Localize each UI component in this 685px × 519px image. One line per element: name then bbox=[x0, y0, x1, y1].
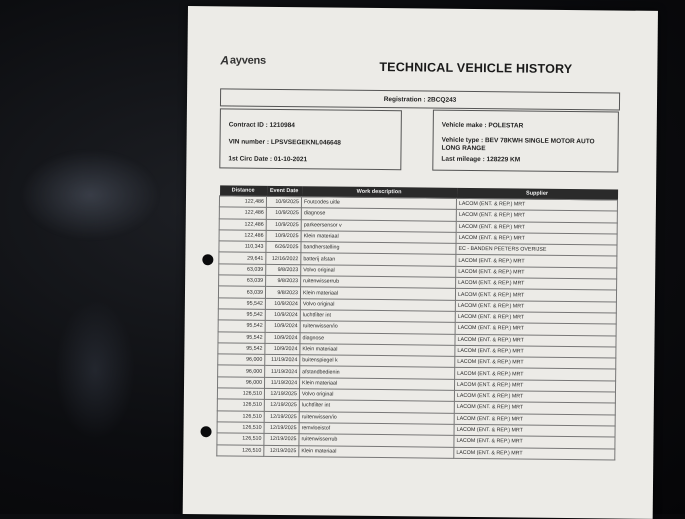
column-header-distance: Distance bbox=[220, 185, 267, 196]
cell-event-date: 12/16/2022 bbox=[266, 253, 301, 265]
cell-distance: 122,486 bbox=[219, 218, 266, 230]
column-header-work-description: Work description bbox=[302, 186, 457, 198]
cell-distance: 122,486 bbox=[219, 196, 266, 208]
cell-work-description: diagnose bbox=[300, 332, 455, 345]
last-mileage: Last mileage : 128229 KM bbox=[441, 155, 521, 164]
cell-work-description: buitenspiegel k bbox=[300, 355, 455, 368]
cell-event-date: 10/9/2025 bbox=[266, 196, 301, 208]
cell-work-description: Volvo original bbox=[301, 264, 456, 277]
table-body bbox=[217, 196, 618, 460]
cell-work-description: ruitenwissen/io bbox=[300, 321, 455, 334]
cell-supplier: LACOM (ENT. & REP.) MRT bbox=[455, 311, 616, 324]
cell-work-description: ruitenwisserrub bbox=[301, 276, 456, 289]
cell-work-description: Volvo original bbox=[299, 389, 454, 402]
cell-supplier: LACOM (ENT. & REP.) MRT bbox=[455, 368, 616, 381]
cell-distance: 96,000 bbox=[218, 365, 265, 377]
cell-work-description: ruitenwisserrub bbox=[299, 434, 454, 447]
cell-work-description: parkeersensor v bbox=[301, 219, 456, 232]
cell-work-description: luchtfilter int bbox=[300, 310, 455, 323]
cell-distance: 95,542 bbox=[218, 343, 265, 355]
cell-event-date: 12/19/2025 bbox=[264, 422, 299, 434]
registration-box bbox=[220, 88, 620, 110]
cell-work-description: batterij afstan bbox=[301, 253, 456, 266]
cell-event-date: 10/9/2024 bbox=[265, 343, 300, 355]
cell-distance: 126,510 bbox=[217, 388, 264, 400]
cell-supplier: LACOM (ENT. & REP.) MRT bbox=[456, 232, 617, 245]
cell-supplier: LACOM (ENT. & REP.) MRT bbox=[455, 289, 616, 302]
cell-event-date: 10/9/2024 bbox=[265, 321, 300, 333]
cell-event-date: 12/19/2025 bbox=[264, 411, 299, 423]
column-header-event-date: Event Date bbox=[267, 186, 302, 197]
cell-event-date: 11/19/2024 bbox=[265, 377, 300, 389]
cell-distance: 96,000 bbox=[218, 354, 265, 366]
cell-supplier: LACOM (ENT. & REP.) MRT bbox=[455, 345, 616, 358]
cell-event-date: 12/19/2025 bbox=[264, 445, 299, 457]
registration-text: Registration : 2BCQ243 bbox=[383, 95, 457, 104]
cell-supplier: LACOM (ENT. & REP.) MRT bbox=[455, 334, 616, 347]
cell-distance: 29,641 bbox=[219, 252, 266, 264]
cell-event-date: 10/9/2024 bbox=[265, 298, 300, 310]
cell-event-date: 9/8/2023 bbox=[265, 287, 300, 299]
cell-supplier: LACOM (ENT. & REP.) MRT bbox=[456, 210, 617, 223]
column-header-supplier: Supplier bbox=[457, 188, 618, 200]
cell-event-date: 11/19/2024 bbox=[265, 354, 300, 366]
cell-work-description: remvloeistof bbox=[299, 423, 454, 436]
document-sheet bbox=[183, 6, 658, 519]
cell-event-date: 10/9/2024 bbox=[265, 309, 300, 321]
cell-supplier: LACOM (ENT. & REP.) MRT bbox=[454, 390, 615, 403]
vehicle-info-box bbox=[432, 110, 619, 173]
cell-work-description: Klein materiaal bbox=[300, 287, 455, 300]
cell-event-date: 10/9/2025 bbox=[266, 230, 301, 242]
cell-distance: 63,039 bbox=[218, 286, 265, 298]
contract-info-box bbox=[219, 108, 402, 170]
cell-event-date: 12/19/2025 bbox=[264, 400, 299, 412]
brand-logo bbox=[220, 53, 266, 67]
cell-distance: 126,510 bbox=[217, 433, 264, 445]
cell-work-description: bandherstelling bbox=[301, 242, 456, 255]
cell-supplier: LACOM (ENT. & REP.) MRT bbox=[454, 379, 615, 392]
punch-hole bbox=[202, 254, 213, 265]
cell-supplier: LACOM (ENT. & REP.) MRT bbox=[456, 221, 617, 234]
cell-work-description: diagnose bbox=[301, 208, 456, 221]
cell-supplier: LACOM (ENT. & REP.) MRT bbox=[454, 402, 615, 415]
cell-supplier: LACOM (ENT. & REP.) MRT bbox=[454, 447, 615, 460]
cell-supplier: LACOM (ENT. & REP.) MRT bbox=[456, 277, 617, 290]
cell-supplier: LACOM (ENT. & REP.) MRT bbox=[455, 356, 616, 369]
cell-distance: 126,510 bbox=[217, 410, 264, 422]
cell-event-date: 11/19/2024 bbox=[265, 366, 300, 378]
cell-supplier: EC - BANDEN PEETERS OVERIJSE bbox=[456, 244, 617, 257]
cell-distance: 122,486 bbox=[219, 230, 266, 242]
vehicle-type-line2: LONG RANGE bbox=[441, 144, 486, 153]
cell-event-date: 12/19/2025 bbox=[264, 388, 299, 400]
cell-work-description: afstandbedienin bbox=[300, 366, 455, 379]
cell-supplier: LACOM (ENT. & REP.) MRT bbox=[456, 266, 617, 279]
cell-supplier: LACOM (ENT. & REP.) MRT bbox=[454, 413, 615, 426]
cell-work-description: Volvo original bbox=[300, 298, 455, 311]
cell-distance: 95,542 bbox=[218, 309, 265, 321]
cell-work-description: Klein materiaal bbox=[300, 344, 455, 357]
cell-distance: 126,510 bbox=[217, 422, 264, 434]
cell-distance: 95,542 bbox=[218, 331, 265, 343]
cell-distance: 96,000 bbox=[218, 377, 265, 389]
cell-supplier: LACOM (ENT. & REP.) MRT bbox=[456, 255, 617, 268]
cell-work-description: Klein materiaal bbox=[301, 231, 456, 244]
document-title: TECHNICAL VEHICLE HISTORY bbox=[379, 60, 573, 77]
cell-supplier: LACOM (ENT. & REP.) MRT bbox=[455, 300, 616, 313]
cell-distance: 95,542 bbox=[218, 320, 265, 332]
cell-distance: 63,039 bbox=[219, 275, 266, 287]
brand-name: ayvens bbox=[229, 54, 267, 67]
cell-supplier: LACOM (ENT. & REP.) MRT bbox=[456, 198, 617, 211]
cell-distance: 110,343 bbox=[219, 241, 266, 253]
cell-event-date: 10/9/2025 bbox=[266, 219, 301, 231]
cell-supplier: LACOM (ENT. & REP.) MRT bbox=[455, 323, 616, 336]
cell-distance: 126,510 bbox=[217, 444, 264, 456]
background-glare bbox=[20, 150, 160, 240]
vehicle-type-line1: Vehicle type : BEV 78KWH SINGLE MOTOR AUTO bbox=[441, 136, 595, 146]
cell-event-date: 12/19/2025 bbox=[264, 434, 299, 446]
first-circulation-date: 1st Circ Date : 01-10-2021 bbox=[228, 155, 308, 164]
cell-event-date: 10/9/2025 bbox=[266, 208, 301, 220]
cell-distance: 63,039 bbox=[219, 264, 266, 276]
cell-work-description: Klein materiaal bbox=[299, 445, 454, 458]
brand-mark-icon: A bbox=[220, 53, 229, 68]
cell-event-date: 6/26/2025 bbox=[266, 242, 301, 254]
cell-distance: 95,542 bbox=[218, 298, 265, 310]
cell-event-date: 9/8/2023 bbox=[266, 275, 301, 287]
cell-event-date: 9/8/2023 bbox=[266, 264, 301, 276]
cell-event-date: 10/9/2024 bbox=[265, 332, 300, 344]
cell-supplier: LACOM (ENT. & REP.) MRT bbox=[454, 424, 615, 437]
cell-distance: 122,486 bbox=[219, 207, 266, 219]
cell-distance: 126,510 bbox=[217, 399, 264, 411]
contract-id: Contract ID : 1210984 bbox=[228, 121, 295, 130]
cell-supplier: LACOM (ENT. & REP.) MRT bbox=[454, 436, 615, 449]
cell-work-description: Foutcodes uitle bbox=[301, 197, 456, 210]
cell-work-description: Klein materiaal bbox=[299, 377, 454, 390]
punch-hole bbox=[200, 426, 211, 437]
vin-number: VIN number : LPSVSEGEKNL046648 bbox=[228, 138, 341, 147]
history-table bbox=[216, 185, 618, 460]
cell-work-description: ruitenwissen/io bbox=[299, 411, 454, 424]
vehicle-type bbox=[441, 137, 594, 155]
background-glare bbox=[55, 300, 135, 440]
cell-work-description: luchtfilter int bbox=[299, 400, 454, 413]
vehicle-make: Vehicle make : POLESTAR bbox=[441, 121, 524, 130]
